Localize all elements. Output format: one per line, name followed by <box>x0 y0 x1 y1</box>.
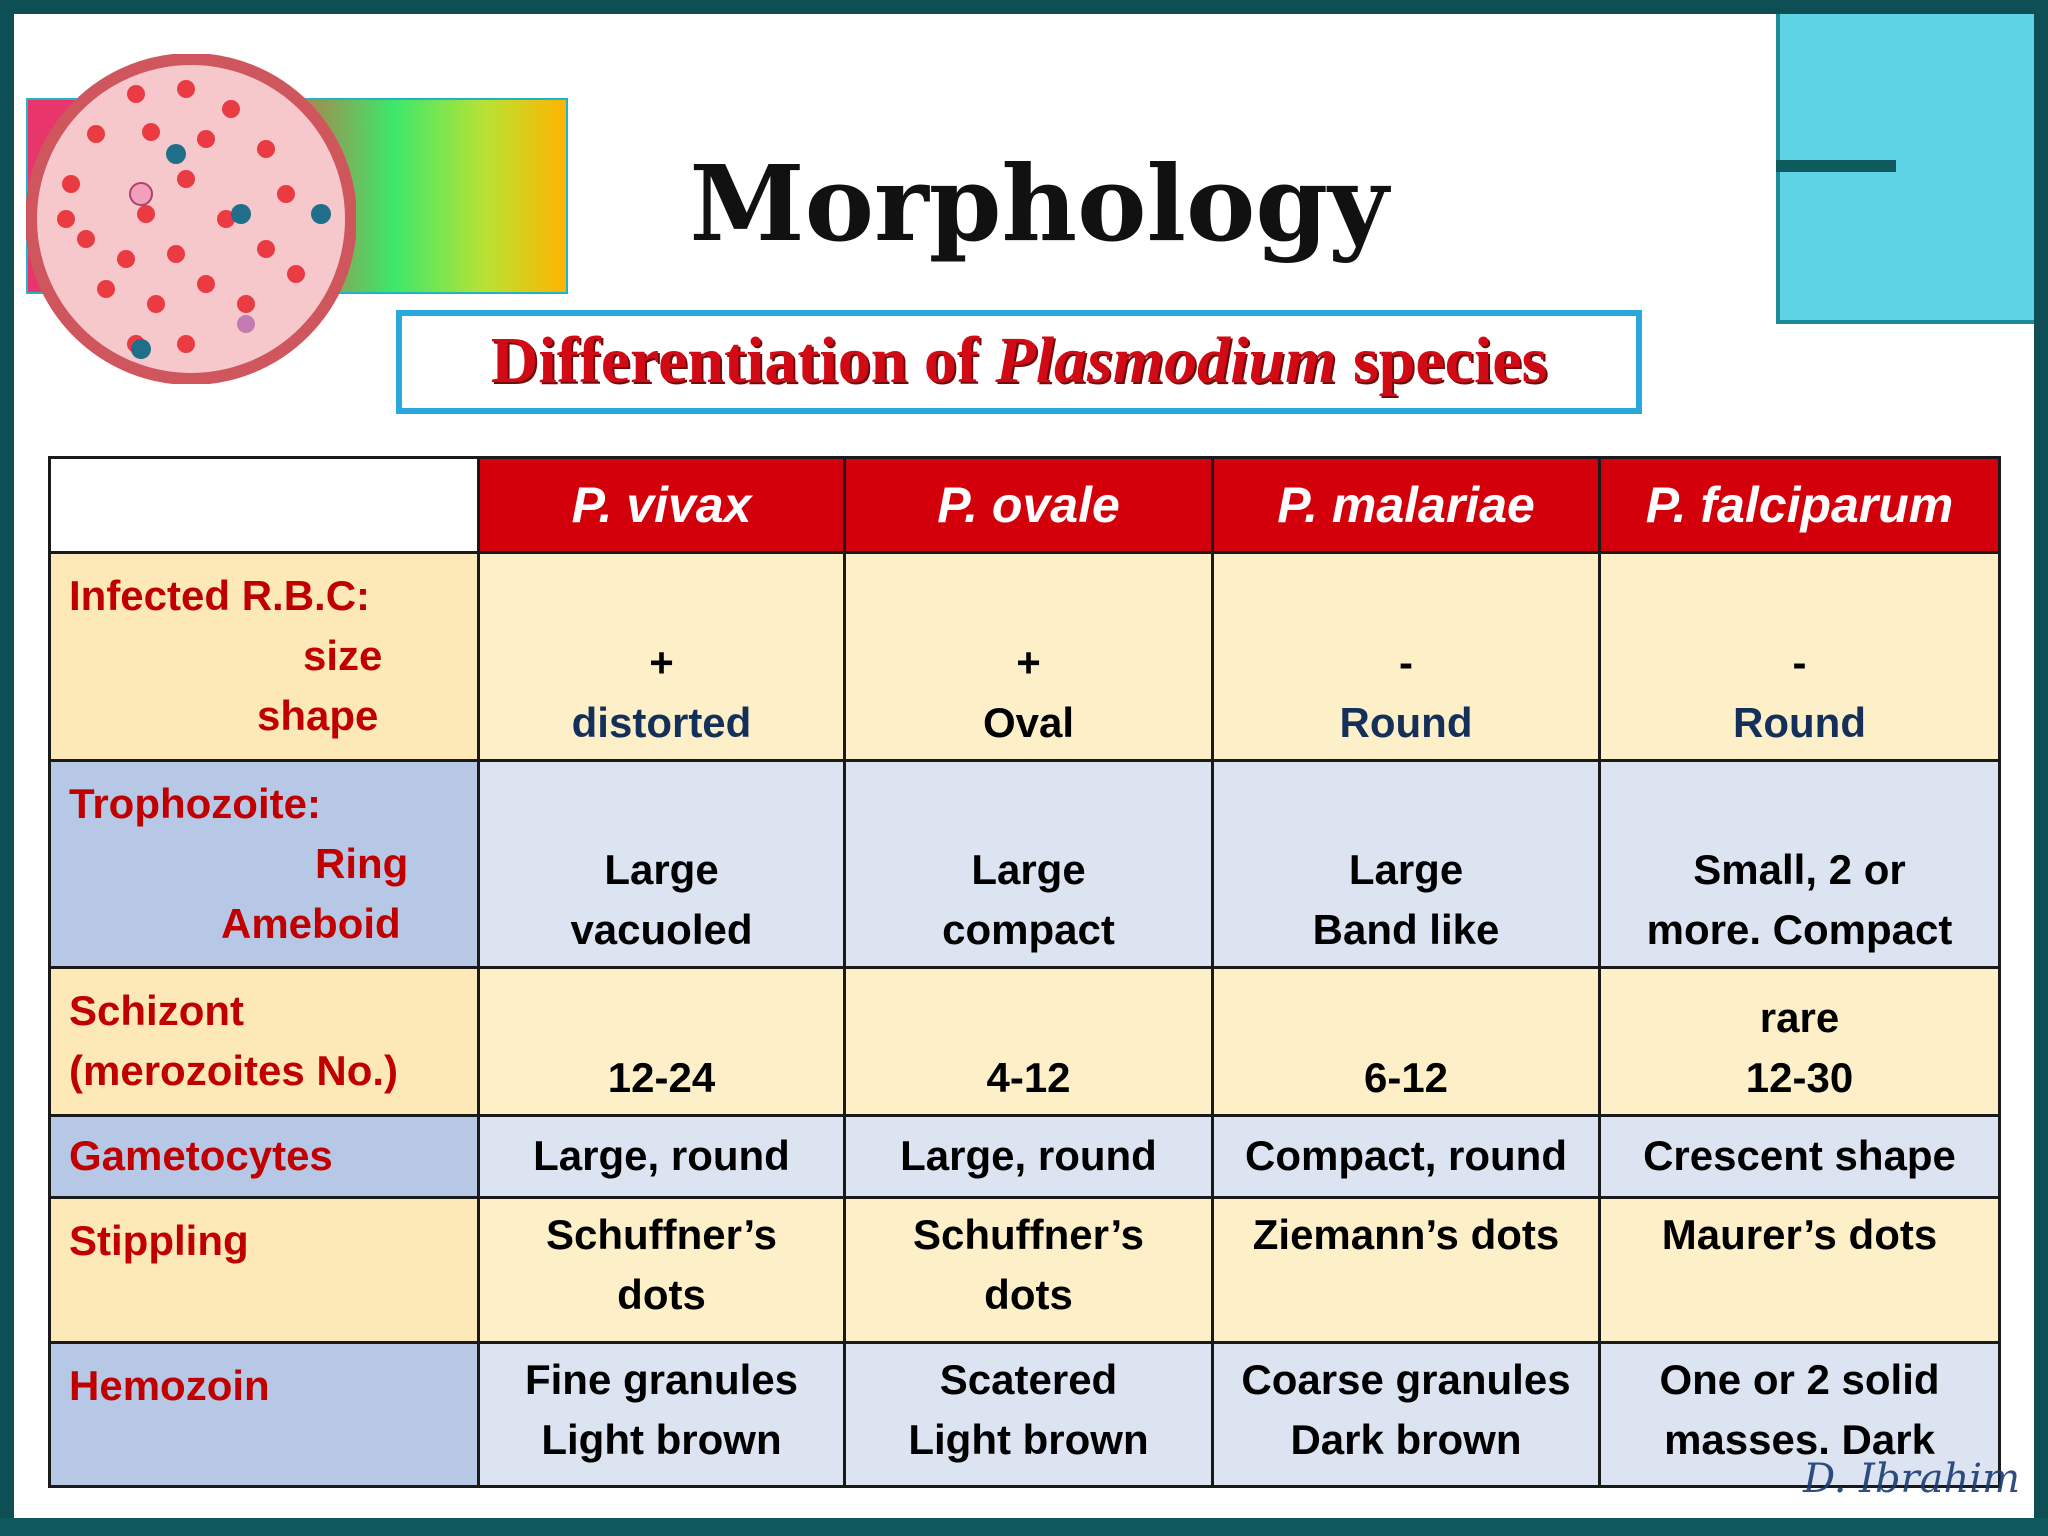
table-row-trophozoite <box>50 760 2000 968</box>
header-p-ovale: P. ovale <box>845 458 1213 553</box>
table-cell <box>845 1198 1213 1342</box>
table-cell <box>845 1342 1213 1486</box>
label-line: Trophozoite: <box>69 779 321 827</box>
cell-line: + <box>1016 638 1041 686</box>
slide <box>14 14 2034 1520</box>
label-line: Ameboid <box>221 899 401 947</box>
cell-line: Large <box>1348 846 1464 894</box>
cell-line: Large <box>604 846 719 894</box>
cell-line: more. Compact <box>1646 906 1953 954</box>
cell-line: Schuffner’s <box>912 1211 1145 1259</box>
table-cell: Crescent shape <box>1600 1115 2000 1197</box>
cell-line: Oval <box>982 698 1075 746</box>
cell-line: - <box>1792 638 1807 686</box>
row-label <box>50 968 479 1115</box>
cell-line: Light brown <box>541 1415 782 1463</box>
page-title: Morphology <box>689 142 1389 265</box>
table-header-row <box>50 458 2000 553</box>
table-cell <box>479 1198 845 1342</box>
cell-line: 12-24 <box>607 1053 716 1101</box>
table-cell <box>1600 760 2000 968</box>
header-p-malariae: P. malariae <box>1213 458 1600 553</box>
cell-line: Dark brown <box>1290 1415 1522 1463</box>
cell-line: Scatered <box>939 1355 1118 1403</box>
table-cell: Large, round <box>845 1115 1213 1197</box>
table-cell: Large, round <box>479 1115 845 1197</box>
table-cell <box>845 968 1213 1115</box>
cell-line: One or 2 solid <box>1659 1355 1940 1403</box>
table-cell <box>1213 1342 1600 1486</box>
author-signature: D. Ibrahim <box>1803 1456 2020 1502</box>
label-line: size <box>303 632 383 680</box>
row-label <box>50 1115 479 1197</box>
table-cell <box>845 553 1213 761</box>
table-cell <box>479 553 845 761</box>
cell-line: - <box>1399 638 1413 686</box>
cell-line: Large <box>971 846 1086 894</box>
label-line: Infected R.B.C: <box>69 572 371 620</box>
table-cell <box>1213 553 1600 761</box>
table-cell <box>1213 1198 1600 1342</box>
table-row-hemozoin <box>50 1342 2000 1486</box>
cell-line: dots <box>617 1271 706 1319</box>
cell-line: 12-30 <box>1745 1053 1854 1101</box>
cell-line: dots <box>984 1271 1073 1319</box>
label-line: Hemozoin <box>69 1361 270 1409</box>
bottom-frame <box>0 1518 2048 1536</box>
cell-line: + <box>649 638 674 686</box>
cell-line: compact <box>942 906 1115 954</box>
table-row-stippling <box>50 1198 2000 1342</box>
row-label <box>50 760 479 968</box>
table-row-gametocytes <box>50 1115 2000 1197</box>
cell-line: Schuffner’s <box>545 1211 778 1259</box>
cell-line: 4-12 <box>986 1053 1071 1101</box>
cell-line: Round <box>1339 698 1473 746</box>
row-label <box>50 1198 479 1342</box>
label-line: (merozoites No.) <box>69 1047 399 1095</box>
row-label <box>50 553 479 761</box>
table-cell <box>1600 553 2000 761</box>
cell-line: 6-12 <box>1363 1053 1449 1101</box>
table-cell <box>1600 968 2000 1115</box>
header-blank-cell <box>50 458 479 553</box>
table-cell <box>1600 1198 2000 1342</box>
cell-line: Round <box>1733 698 1866 746</box>
cell-line: masses. Dark <box>1664 1415 1935 1463</box>
table-cell <box>479 1342 845 1486</box>
morphology-table <box>48 456 2001 1488</box>
cell-line: Ziemann’s dots <box>1252 1211 1560 1259</box>
table-cell <box>1213 968 1600 1115</box>
subtitle-prefix: Differentiation of <box>490 324 996 397</box>
table-row-schizont <box>50 968 2000 1115</box>
cell-line: Band like <box>1312 906 1500 954</box>
table-cell <box>1213 760 1600 968</box>
table-cell: Compact, round <box>1213 1115 1600 1197</box>
table-cell <box>479 968 845 1115</box>
cell-line: Maurer’s dots <box>1661 1211 1938 1259</box>
cell-line: Coarse granules <box>1241 1355 1571 1403</box>
subtitle-suffix: species <box>1336 324 1548 397</box>
label-line: Gametocytes <box>69 1132 333 1180</box>
label-line: Stippling <box>69 1217 249 1265</box>
subtitle <box>396 310 1642 414</box>
cell-line: Small, 2 or <box>1693 846 1906 894</box>
row-label <box>50 1342 479 1486</box>
label-line: shape <box>257 692 379 740</box>
table-row-infected-rbc <box>50 553 2000 761</box>
subtitle-genus: Plasmodium <box>995 324 1337 397</box>
cell-line: Light brown <box>908 1415 1149 1463</box>
table-cell <box>479 760 845 968</box>
header-p-vivax: P. vivax <box>479 458 845 553</box>
label-line: Schizont <box>69 987 244 1035</box>
cell-line: vacuoled <box>570 906 753 954</box>
cell-line: distorted <box>571 698 752 746</box>
cell-line: rare <box>1759 993 1840 1041</box>
cell-line: Fine granules <box>524 1355 799 1403</box>
header-p-falciparum: P. falciparum <box>1600 458 2000 553</box>
label-line: Ring <box>315 839 409 887</box>
table-cell <box>845 760 1213 968</box>
